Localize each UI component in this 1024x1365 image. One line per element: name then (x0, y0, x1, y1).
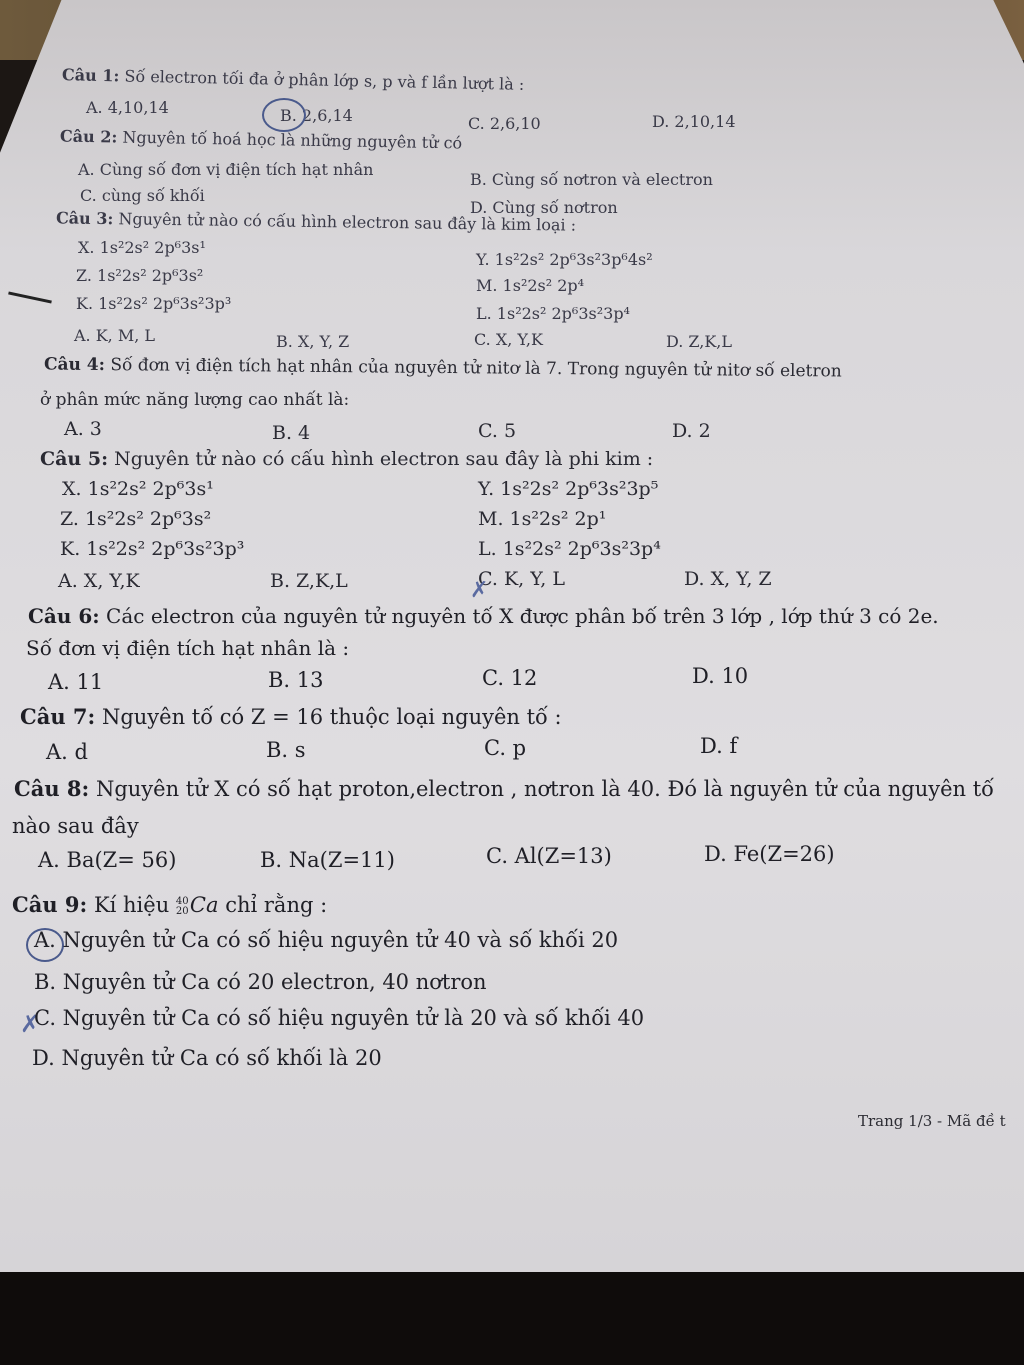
q5-config-y: Y. 1s²2s² 2p⁶3s²3p⁵ (478, 478, 659, 500)
q8-option-d: D. Fe(Z=26) (704, 842, 835, 866)
q6-option-d: D. 10 (692, 664, 749, 688)
q3-config-k: K. 1s²2s² 2p⁶3s²3p³ (76, 294, 232, 313)
element-symbol: Ca (189, 893, 219, 917)
question-text: Kí hiệu (93, 893, 170, 917)
q5-config-m: M. 1s²2s² 2p¹ (478, 508, 607, 530)
question-text: Số electron tối đa ở phân lớp s, p và f lần lượt là : (124, 66, 525, 94)
q1-option-d: D. 2,10,14 (652, 112, 736, 131)
q1-option-a: A. 4,10,14 (86, 98, 169, 117)
q3-option-d: D. Z,K,L (666, 332, 733, 351)
question-1 (62, 65, 525, 94)
q4-option-c: C. 5 (478, 420, 517, 442)
q6-option-c: C. 12 (482, 666, 538, 690)
q7-option-c: C. p (484, 736, 527, 760)
q5-option-a: A. X, Y,K (58, 570, 140, 592)
q8-option-b: B. Na(Z=11) (260, 848, 395, 872)
q3-option-c: C. X, Y,K (474, 330, 543, 349)
q3-config-x: X. 1s²2s² 2p⁶3s¹ (78, 238, 206, 257)
background-table (0, 1272, 1024, 1365)
question-number: Câu 7: (20, 704, 96, 729)
q6-option-a: A. 11 (48, 670, 104, 694)
question-2 (60, 126, 462, 152)
question-number: Câu 4: (43, 354, 106, 376)
question-6-line-2: Số đơn vị điện tích hạt nhân là : (26, 636, 350, 660)
question-8 (14, 776, 994, 801)
q4-option-d: D. 2 (672, 420, 711, 442)
q5-config-x: X. 1s²2s² 2p⁶3s¹ (62, 478, 214, 500)
q9-option-a: A. Nguyên tử Ca có số hiệu nguyên tử 40 và số khối 20 (34, 928, 619, 952)
question-text: Nguyên tử nào có cấu hình electron sau đây là kim loại : (118, 209, 577, 235)
q3-option-a: A. K, M, L (74, 326, 156, 345)
q2-option-b: B. Cùng số nơtron và electron (470, 170, 713, 189)
q3-config-m: M. 1s²2s² 2p⁴ (476, 276, 585, 295)
q3-option-b: B. X, Y, Z (276, 332, 350, 351)
cross-mark: ✗ (470, 578, 489, 603)
q5-config-z: Z. 1s²2s² 2p⁶3s² (60, 508, 212, 530)
question-6 (28, 604, 939, 628)
question-7 (20, 704, 562, 729)
q5-option-b: B. Z,K,L (270, 570, 348, 592)
q5-option-c: C. K, Y, L (478, 568, 566, 590)
question-text: Số đơn vị điện tích hạt nhân của nguyên tử nitơ là 7. Trong nguyên tử nitơ số eletron (110, 355, 842, 382)
q1-option-c: C. 2,6,10 (468, 114, 541, 133)
question-9 (12, 892, 327, 917)
q1-option-b: B. 2,6,14 (280, 106, 353, 125)
q7-option-a: A. d (46, 740, 88, 764)
question-text: Nguyên tố hoá học là những nguyên tử có (122, 127, 463, 153)
q5-config-k: K. 1s²2s² 2p⁶3s²3p³ (60, 538, 245, 560)
question-text: Nguyên tử nào có cấu hình electron sau đây là phi kim : (114, 448, 654, 470)
q9-option-c: C. Nguyên tử Ca có số hiệu nguyên tử là 20 và số khối 40 (34, 1006, 645, 1030)
isotope-numbers (176, 897, 190, 917)
question-number: Câu 1: (61, 65, 120, 86)
question-number: Câu 8: (14, 776, 90, 801)
question-number: Câu 3: (55, 208, 114, 229)
q9-option-b: B. Nguyên tử Ca có 20 electron, 40 nơtron (34, 970, 487, 994)
q7-option-d: D. f (700, 734, 738, 758)
question-text: Nguyên tử X có số hạt proton,electron , nơtron là 40. Đó là nguyên tử của nguyên tố (95, 777, 995, 801)
q5-option-d: D. X, Y, Z (684, 568, 772, 590)
q2-option-d: D. Cùng số nơtron (470, 198, 618, 217)
question-text-end: chỉ rằng : (225, 893, 328, 917)
q3-config-z: Z. 1s²2s² 2p⁶3s² (76, 266, 204, 285)
pen-stroke-mark (8, 291, 52, 303)
q5-config-l: L. 1s²2s² 2p⁶3s²3p⁴ (478, 538, 661, 560)
question-8-line-2: nào sau đây (12, 814, 139, 838)
question-4 (44, 355, 842, 382)
q3-config-y: Y. 1s²2s² 2p⁶3s²3p⁶4s² (476, 250, 653, 269)
question-number: Câu 2: (59, 126, 118, 147)
question-number: Câu 6: (28, 604, 100, 628)
q4-option-a: A. 3 (64, 418, 102, 440)
question-text: Nguyên tố có Z = 16 thuộc loại nguyên tố : (101, 705, 562, 729)
question-5 (40, 448, 653, 470)
cross-mark: ✗ (20, 1010, 41, 1038)
page-footer: Trang 1/3 - Mã đề t (858, 1112, 1006, 1130)
atomic-number: 20 (175, 905, 189, 917)
q2-option-c: C. cùng số khối (80, 186, 205, 205)
q2-option-a: A. Cùng số đơn vị điện tích hạt nhân (78, 160, 374, 179)
question-4-line-2: ở phân mức năng lượng cao nhất là: (40, 390, 350, 410)
q7-option-b: B. s (266, 738, 306, 762)
q9-option-d: D. Nguyên tử Ca có số khối là 20 (32, 1046, 382, 1070)
q4-option-b: B. 4 (272, 422, 311, 444)
mass-number: 40 (175, 895, 189, 907)
question-text: Các electron của nguyên tử nguyên tố X được phân bố trên 3 lớp , lớp thứ 3 có 2e. (106, 604, 939, 628)
answer-circle-mark (262, 98, 306, 132)
question-number: Câu 9: (12, 892, 88, 917)
q8-option-c: C. Al(Z=13) (486, 844, 612, 868)
q6-option-b: B. 13 (268, 668, 324, 692)
q8-option-a: A. Ba(Z= 56) (38, 848, 177, 872)
question-number: Câu 5: (40, 448, 109, 470)
q3-config-l: L. 1s²2s² 2p⁶3s²3p⁴ (476, 304, 630, 323)
